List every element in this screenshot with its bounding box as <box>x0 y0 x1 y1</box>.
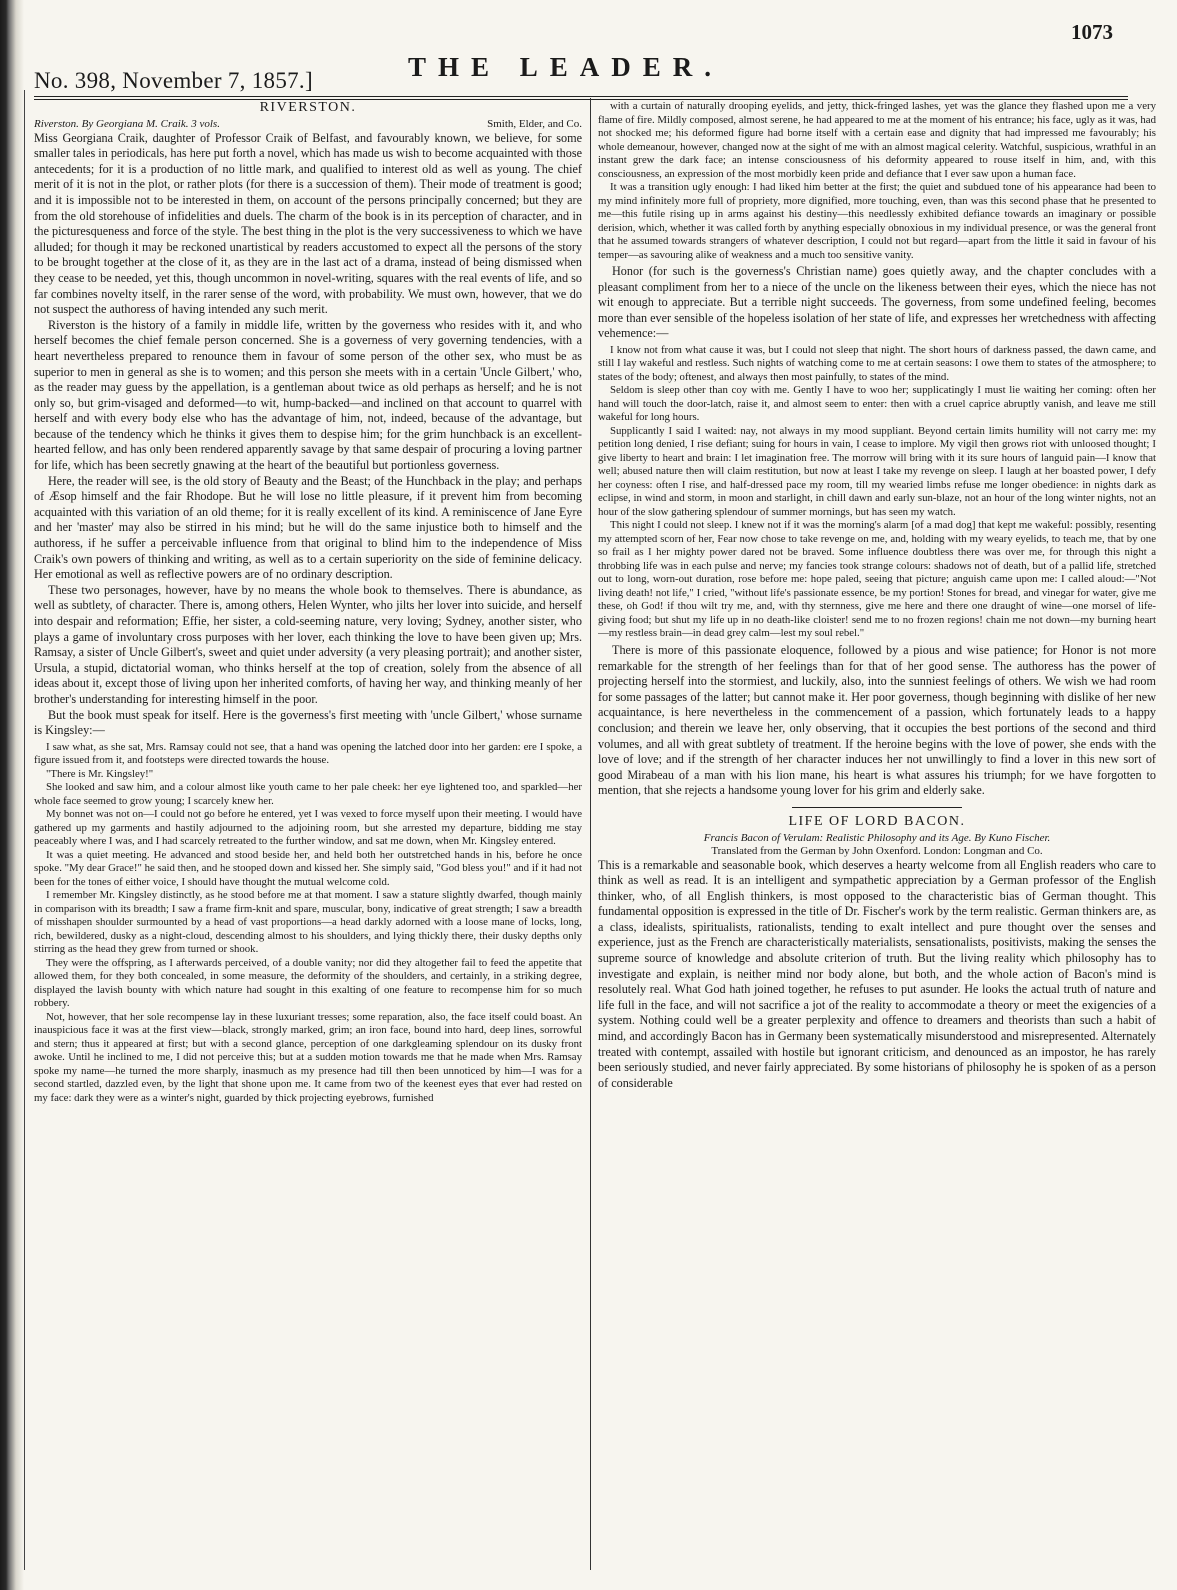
paragraph: There is more of this passionate eloquence, followed by a pious and wise patience; for Honor is not more remarkable for the strength of her feelings than for that of her good sense. The authoress has the power of projecting herself into the stormiest, and luckily, also, into the sunniest feelings of others. We wish we had room for some passages of the latter; but cannot make it. Her poor governess, though beginning with dislike of her new acquaintance, is here nevertheless in the commencement of a passion, which fortunately leads to a happy conclusion; and therein we leave her, only observing, that it occupies the best portions of the second and third volumes, and all with great subtlety of treatment. If the heroine begins with the love of power, she ends with the love of love; and if the strength of her character induces her not unwillingly to find a lover in this new sort of good Mirabeau of a man with his lion mane, his heart is what assures his triumph; for we have forgotten to mention, that she rejects a handsome young lover for his grim and elderly sake. <box>598 642 1156 798</box>
excerpt-paragraph: I remember Mr. Kingsley distinctly, as he stood before me at that moment. I saw a stature slightly dwarfed, though mainly in comparison with its breadth; I saw a frame firm-knit and spare, muscular, bony, indicative of great strength; I saw a breadth of misshapen shoulder surmounted by a head of vast proportions—a head darkly adorned with a loose mane of locks, long, rich, bewildered, dusky as a night-cloud, descending almost to his shoulders, and lying thickly there, their dusky depths only stirring as the head they grew from turned or shook. <box>34 889 582 956</box>
left-column <box>34 98 582 1570</box>
paragraph: But the book must speak for itself. Here is the governess's first meeting with 'uncle Gilbert,' whose surname is Kingsley:— <box>34 707 582 738</box>
page-number: 1073 <box>1071 20 1113 44</box>
excerpt-paragraph: Not, however, that her sole recompense lay in these luxuriant tresses; some reparation, also, the face itself could boast. An inauspicious face it was at the first view—black, strongly marked, grim; an iron face, bound into hard, deep lines, sorrowful and stern; thus it appeared at first; but with a second glance, perception of one darkgleaming splendour on its dusky front awoke. Until he inclined to me, I did not perceive this; but at a sudden motion towards me that he made when Mrs. Ramsay spoke my name—he turned the more sharply, inasmuch as my presence had till then been unnoticed by him—I was for a second startled, dazzled even, by the light that shone upon me. It came from two of the keenest eyes that ever had rested on my face: dark they were as a winter's night, guarded by thick projecting eyebrows, furnished <box>34 1010 582 1104</box>
excerpt-paragraph: It was a quiet meeting. He advanced and stood beside her, and held both her outstretched hands in his, before he once spoke. "My dear Grace!" he said then, and he stooped down and kissed her. She simply said, "God bless you!" and if it had not been for the tones of either voice, I should have thought the mutual welcome cold. <box>34 848 582 888</box>
paragraph: Here, the reader will see, is the old story of Beauty and the Beast; of the Hunchback in the play; and perhaps of Æsop himself and the fair Rhodope. But he will lose no little pleasure, if it prevent him from becoming acquainted with this variation of an old theme; for it is really excellent of its kind. A reminiscence of Jane Eyre and her 'master' may also be stirred in his mind; but he will do the same injustice both to himself and the authoress, if he suffer a perceivable influence from that original to blind him to the independence of Miss Craik's own powers of thinking and writing, as well as to a certain superiority on the side of feminine delicacy. Her emotional as well as reflective powers are of no ordinary description. <box>34 473 582 582</box>
excerpt-paragraph: "There is Mr. Kingsley!" <box>46 767 154 780</box>
excerpt-paragraph: She looked and saw him, and a colour almost like youth came to her pale cheek: her eye lightened too, and sparkled—her whole face seemed to grow young; I scarcely knew her. <box>34 781 582 807</box>
masthead-rule <box>34 96 1128 97</box>
article-separator <box>792 807 962 808</box>
citation-line-1 <box>598 832 1156 845</box>
binding-spine <box>0 0 24 1590</box>
excerpt-block <box>34 741 582 1106</box>
excerpt-paragraph: Seldom is sleep other than coy with me. Gently I have to woo her; supplicatingly I must lie waiting her coming: often her hand will touch the door-latch, raise it, and almost seem to enter: then with a cruel caprice abruptly vanish, and leave me still wakeful for long hours. <box>598 384 1156 424</box>
excerpt-paragraph: Supplicantly I said I waited: nay, not always in my mood suppliant. Beyond certain limits humility will not carry me: my petition long denied, I rise defiant; suing for hours in vain, I cease to implore. My vigil then grows riot with unloosed thought; I give liberty to heart and brain: I let imagination free. The morrow will bring with it its sure hours of languid pain—I know that well; abused nature then will claim restitution, but now at least I take my revenge on sleep. I laugh at her boasted power, I defy her coyness: often I rise, and half-dressed pace my room, till my wearied limbs refuse me longer obedience: in nights dark as eclipse, in wind and storm, in moon and starlight, in chill dawn and early sun-blaze, not an hour of the long winter nights, not an hour of the slow gathering splendour of summer mornings, but has seen my watch. <box>598 424 1156 518</box>
book-citation: Riverston. By Georgiana M. Craik. 3 vols. <box>34 117 220 130</box>
right-column <box>598 98 1156 1570</box>
excerpt-paragraph: It was a transition ugly enough: I had liked him better at the first; the quiet and subdued tone of his appearance had been to my mind infinitely more full of propriety, more dignified, more touching, even, than was this second phase that he presented to me—this futile rising up in arms against his destiny—this needlessly exhibited defiance towards an imaginary or possible derision, which, whether it was called forth by anything especially obnoxious in my individual presence, or was the general front that he assumed towards strangers of whatever description, I could not but regard—apart from the little it said in favour of his temper—as savouring alike of weakness and a much too sensitive vanity. <box>598 181 1156 261</box>
excerpt-paragraph: They were the offspring, as I afterwards perceived, of a double vanity; nor did they altogether fail to feed the appetite that allowed them, for they both concealed, in some measure, the deformity of the shoulders, and certainly, in a striking degree, displayed the lavish bounty with which nature had sought in this exalting of one feature to recompense him for so much robbery. <box>34 956 582 1010</box>
issue-line: No. 398, November 7, 1857.] <box>34 68 313 93</box>
column-divider <box>590 98 591 1570</box>
paper-title: THE LEADER. <box>408 52 724 82</box>
excerpt-paragraph: with a curtain of naturally drooping eyelids, and jetty, thick-fringed lashes, yet was the glance they flashed upon me a very flame of fire. Mildly composed, almost serene, he had appeared to me at the moment of his entrance; his face, ugly as it was, had not shocked me; his deformed figure had borne itself with a certain ease and dignity that had impressed me favourably; his whole demeanour, however, changed now at the sight of me with an almost magical celerity. Watchful, suspicious, wrathful in an instant grew the dark face; an intense consciousness of his deformity appeared to rouse itself in him, and, with this consciousness, an expression of the most morbidly keen pride and defiance that I ever saw upon a human face. <box>598 100 1156 180</box>
article-title-bacon: LIFE OF LORD BACON. <box>788 813 966 829</box>
paragraph: This is a remarkable and seasonable book, which deserves a hearty welcome from all English readers who care to think as well as read. It is an intelligent and sympathetic appreciation by a German professor of the English thinker, who, of all English thinkers, is most opposed to the characteristic bias of German thought. This fundamental opposition is expressed in the title of Dr. Fischer's work by the term realistic. German thinkers are, as a class, idealists, spiritualists, rationalists, tending to exalt intellect and pure thought over the senses and experience, just as the French are characteristically materialists, sensationalists, positivists, making the senses the supreme source of knowledge and absolute criterion of truth. But the living reality which philosophy has to investigate and explain, is neither mind nor body alone, but both, and the whole action of Bacon's mind is resolutely real. What God hath joined together, he refuses to put asunder. He looks the actual truth of nature and life full in the face, and will not sacrifice a jot of the reality to accommodate a theory or meet the exigencies of a system. Nothing could well be a greater perplexity and offence to dreamers and theorists than such a habit of mind, and accordingly Bacon has in Germany been systematically misunderstood and misrepresented. Alternately treated with contempt, assailed with hostile but ignorant criticism, and denounced as an impostor, he has rarely been seriously studied, and never fairly appreciated. By some historians of philosophy he is spoken of as a person of considerable <box>598 857 1156 1090</box>
paragraph: Miss Georgiana Craik, daughter of Professor Craik of Belfast, and favourably known, we believe, for some smaller tales in periodicals, has here put forth a novel, which has made us wish to become acquainted with those antecedents; for it is a production of no little mark, and qualified to interest old as well as young. The chief merit of it is not in the plot, or rather plots (for there is a succession of them). Their mode of treatment is good; and it is impossible not to be interested in them, on account of the persons principally concerned; but they are from the old storehouse of infidelities and duels. The charm of the book is in its perception of character, and in the picturesqueness and force of the style. The best thing in the plot is the very successiveness to which we have alluded; for though it may be reckoned unartistical by readers accustomed to expect all the persons of the story to be brought together at the close of it, as they are in the last act of a drama, instead of being dismissed when they cease to be needed, yet this, though uncommon in novel-writing, squares with the real events of life, and so far combines novelty itself, in the rarer sense of the word, with probability. We must own, however, that we do not suspect the authoress of having intended any such merit. <box>34 130 582 317</box>
paragraph: Honor (for such is the governess's Christian name) goes quietly away, and the chapter concludes with a pleasant compliment from her to a niece of the uncle on the likeness between their eyes, which the niece has not wit enough to appreciate. But a terrible night succeeds. The governess, from some undefined feeling, becomes more than ever sensible of the hopeless isolation of her state of life, and expresses her wretchedness with affecting vehemence:— <box>598 264 1156 341</box>
excerpt-paragraph: My bonnet was not on—I could not go before he entered, yet I was vexed to force myself upon their meeting. I would have gathered up my garments and hastily adjourned to the adjoining room, but she arrested my departure, bidding me stay peaceably where I was, and I had scarcely retreated to the further window, and sat me down, when Mr. Kingsley entered. <box>34 808 582 848</box>
article-title-riverston: RIVERSTON. <box>259 100 357 115</box>
excerpt-paragraph: This night I could not sleep. I knew not if it was the morning's alarm [of a mad dog] that kept me wakeful: possibly, resenting my attempted scorn of her, Fear now chose to take revenge on me, and, holding with my weary eyelids, to teach me, that by one so frail as I her mighty power dared not be braved. Some influence doubtless there was over me, for through this night a throbbing life was in each pulse and nerve; my fancies took strange colours: shadows not of death, but of a pallid life, stretched out to long, worn-out duration, rose before me: hope paled, seeing that picture; anguish came upon me: I called aloud:—"Not living death! not life," I cried, "without life's passionate essence, be my portion! Stones for bread, and vinegar for water, give me these, oh God! if thou wilt try me, and, with thy sternness, give me here and there one draught of wine—one morsel of life-giving food; but shut my life up in no death-like cloister! send me to no frozen regions! chain me not down—my burning heart—my restless brain—in dead grey calm—lest my soul rebel." <box>598 519 1156 640</box>
publisher-note: Smith, Elder, and Co. <box>487 117 582 130</box>
excerpt-block-continued <box>598 100 1156 262</box>
excerpt-block-2 <box>598 344 1156 641</box>
citation-line <box>34 118 582 131</box>
masthead <box>24 18 1163 98</box>
margin-rule <box>24 90 25 1570</box>
paragraph: These two personages, however, have by no means the whole book to themselves. There is abundance, as well as subtlety, of character. There is, among others, Helen Wynter, who jilts her lover into suicide, and herself into despair and reformation; Effie, her sister, a cold-seeming nature, very loving; Sydney, another sister, who plays a game of involuntary cross purposes with her lover, each thinking the love to have been given up; Mrs. Ramsay, a sister of Uncle Gilbert's, sweet and quiet under adversity (a very pleasing portrait); and another sister, Ursula, a stupid, dictatorial woman, who thinks herself at the top of creation, solely from the absence of all ideas about it, except those of living upon her inherited comforts, of having her way, and thinking meanly of her brother's understanding for interesting himself in the poor. <box>34 582 582 706</box>
excerpt-paragraph: I saw what, as she sat, Mrs. Ramsay could not see, that a hand was opening the latched door into her garden: ere I spoke, a figure issued from it, and footsteps were directed towards the house. <box>34 740 582 767</box>
book-citation: Francis Bacon of Verulam: Realistic Philosophy and its Age. By Kuno Fischer. <box>703 831 1051 844</box>
paragraph: Riverston is the history of a family in middle life, written by the governess who resides with it, and who herself becomes the chief female person concerned. She is a governess of very governing tendencies, with a heart nevertheless prepared to renounce them in favour of some person of the other sex, who must be as superior to men in general as she is to women; and this person she meets with in a certain 'Uncle Gilbert,' who, as the reader may guess by the appellation, is a gentleman about twice as old perhaps as herself; and he is not only so, but grim-visaged and deformed—to wit, hump-backed—and inclined on that account to quarrel with herself and with every body else who has the advantage of him, not, indeed, because of the advantage, but because of the tendency which he thinks it gives them to despise him; for the grim hunchback is an excellent-hearted fellow, and has only been rendered apparently savage by that same despair of procuring a loving partner for life, which has been secretly gnawing at the heart of the beautiful but portionless governess. <box>34 317 582 473</box>
citation-line-2: Translated from the German by John Oxenford. London: Longman and Co. <box>711 844 1043 857</box>
excerpt-paragraph: I know not from what cause it was, but I could not sleep that night. The short hours of darkness passed, the dawn came, and still I lay wakeful and restless. Such nights of watching come to me at certain seasons: I owe them to states of the atmosphere; to states of the body; oftenest, and always then most painfully, to states of the mind. <box>598 343 1156 383</box>
